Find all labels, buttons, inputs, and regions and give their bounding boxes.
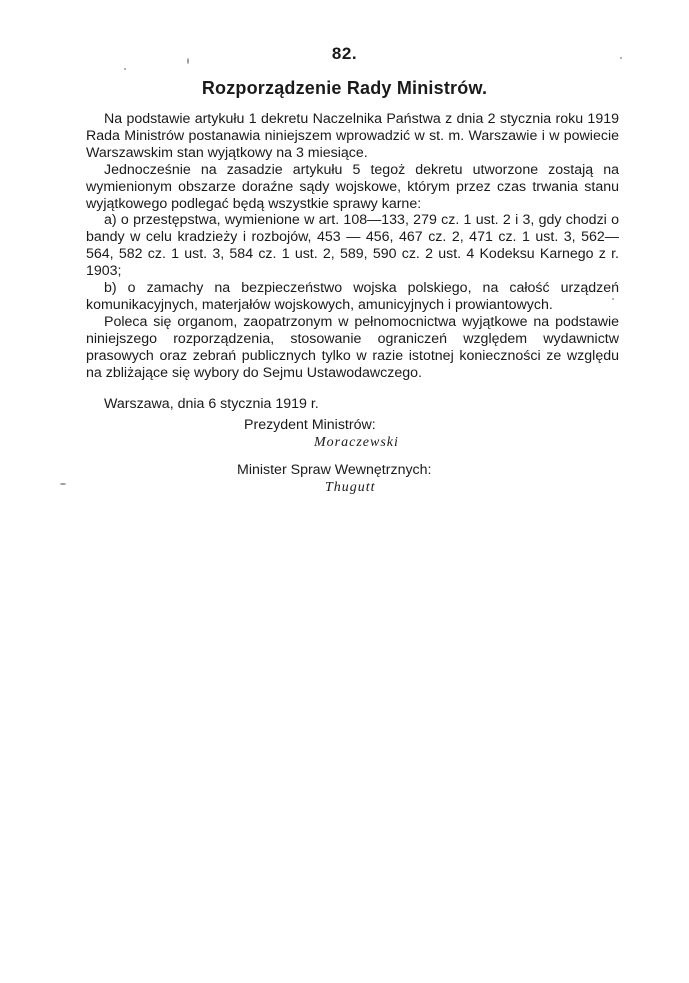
document-title: Rozporządzenie Rady Ministrów. xyxy=(201,78,488,98)
signature-title-interior-minister: Minister Spraw Wewnętrznych: xyxy=(237,462,432,478)
paragraph-press-restrictions: Poleca się organom, zaopatrzonym w pełnomocnictwa wyjątkowe na podstawie niniejszego rozporządzenia, stosowanie ograniczeń względem wydawnictw prasowych oraz zebrań publicznych tylko w razie istotnej konieczności ze względu na zbliżające się wybory do Sejmu Ustawodawczego. xyxy=(86,313,619,381)
scan-speck xyxy=(620,57,622,59)
paragraph-item-a: a) o przestępstwa, wymienione w art. 108—133, 279 cz. 1 ust. 2 i 3, gdy chodzi o bandy w celu kradzieży i rozbojów, 453 — 456, 467 cz. 2, 471 cz. 1 ust. 3, 562—564, 582 cz. 1 ust. 3, 584 cz. 1 ust. 2, 589, 590 cz. 2 ust. 4 Kodeksu Karnego z r. 1903; xyxy=(86,212,619,280)
paragraph-decree: Na podstawie artykułu 1 dekretu Naczelnika Państwa z dnia 2 stycznia roku 1919 Rada Ministrów postanawia niniejszem wprowadzić w st. m. Warszawie i w powiecie Warszawskim stan wyjątkowy na 3 miesiące. xyxy=(86,111,619,161)
signature-name-prime-minister: Moraczewski xyxy=(314,435,399,450)
signature-name-interior-minister: Thugutt xyxy=(325,480,376,495)
scan-speck xyxy=(187,58,189,64)
scan-speck xyxy=(60,483,66,485)
paragraph-item-b: b) o zamachy na bezpieczeństwo wojska polskiego, na całość urządzeń komunikacyjnych, materjałów wojskowych, amunicyjnych i prowiantowych. xyxy=(86,280,619,313)
date-line: Warszawa, dnia 6 stycznia 1919 r. xyxy=(104,395,319,412)
paragraph-military-courts: Jednocześnie na zasadzie artykułu 5 tegoż dekretu utworzone zostają na wymienionym obszarze doraźne sądy wojskowe, którym przez czas trwania stanu wyjątkowego podlegać będą wszystkie sprawy karne: xyxy=(86,161,619,212)
scan-speck xyxy=(612,298,614,300)
scan-speck xyxy=(124,68,126,70)
page-number: 82. xyxy=(331,44,358,63)
signature-title-prime-minister: Prezydent Ministrów: xyxy=(244,417,376,433)
document-body xyxy=(86,111,619,412)
